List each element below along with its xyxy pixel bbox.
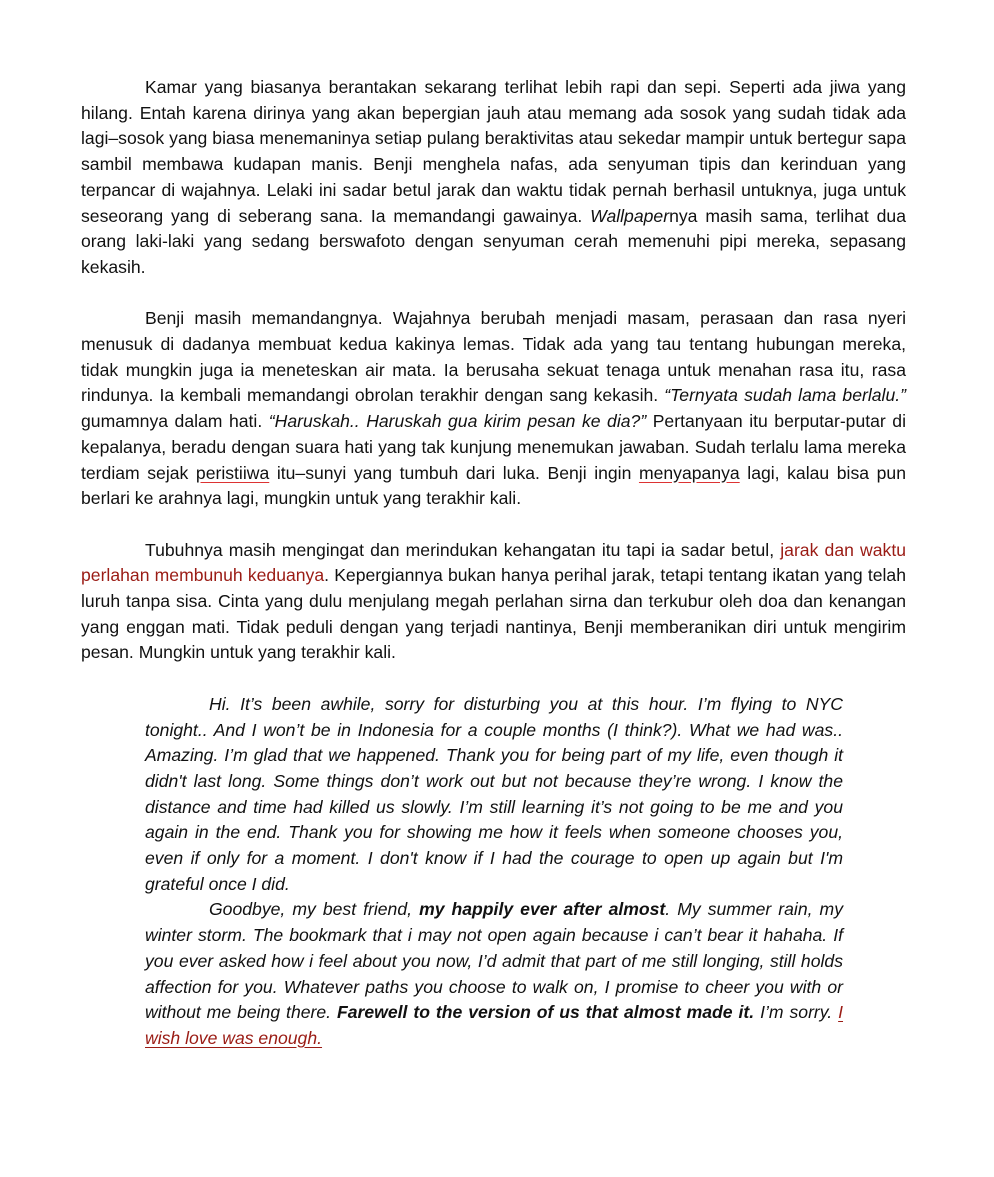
text: . Kepergiannya bukan hanya perihal jarak, tetapi tentang ikatan yang telah luruh tanpa sisa. Cinta yang dulu menjulang megah perlahan sirna dan terkubur oleh doa dan kenangan yang enggan mati. Tidak peduli dengan yang terjadi nantinya, Benji memberanikan diri untuk mengirim pesan. Mungkin untuk yang terakhir kali. [81, 565, 906, 663]
italic-text: Wallpaper [590, 205, 670, 226]
paragraph-3 [81, 538, 906, 667]
bold-italic-text: my happily ever after almost [419, 899, 666, 920]
message-paragraph-2 [145, 897, 843, 1051]
text: itu–sunyi yang tumbuh dari luka. Benji ingin [269, 462, 639, 483]
paragraph-2 [81, 306, 906, 512]
message-paragraph-1 [145, 692, 843, 898]
red-underlined-text: I wish love was enough. [145, 1002, 844, 1048]
text: gumamnya dalam hati. [81, 411, 269, 432]
text: Pertanyaan itu berputar-putar di kepalanya, beradu dengan suara hati yang tak kunjung menemukan jawaban. Sudah terlalu lama mereka terdiam sejak [81, 411, 906, 483]
spelling-error-word[interactable]: peristiiwa [195, 462, 270, 483]
spelling-error-word[interactable]: menyapanya [638, 462, 740, 483]
text: Kamar yang biasanya berantakan sekarang terlihat lebih rapi dan sepi. Seperti ada jiwa yang hilang. Entah karena dirinya yang akan bepergian jauh atau memang ada sosok yang sudah tidak ada lagi–sosok yang biasa menemaninya setiap pulang beraktivitas atau sekedar mampir untuk bertegur sapa sambil membawa kudapan manis. Benji menghela nafas, ada senyuman tipis dan kerinduan yang terpancar di wajahnya. Lelaki ini sadar betul jarak dan waktu tidak pernah berhasil untuknya, juga untuk seseorang yang di seberang sana. Ia memandangi gawainya. [81, 77, 906, 226]
text: . My summer rain, my winter storm. The bookmark that i may not open again because i can’t bear it hahaha. If you ever asked how i feel about you now, I’d admit that part of me still longing, still holds affection for you. Whatever paths you choose to walk on, I promise to cheer you with or without me being there. [145, 899, 843, 1023]
italic-quote: “Haruskah.. Haruskah gua kirim pesan ke dia?” [268, 411, 647, 432]
text: Goodbye, my best friend, [209, 899, 420, 920]
text: I’m sorry. [754, 1002, 839, 1023]
bold-italic-text: Farewell to the version of us that almost made it. [337, 1002, 755, 1023]
text: Benji masih memandangnya. Wajahnya berubah menjadi masam, perasaan dan rasa nyeri menusuk di dadanya membuat kedua kakinya lemas. Tidak ada yang tau tentang hubungan mereka, tidak mungkin juga ia meneteskan air mata. Ia berusaha sekuat tenaga untuk menahan rasa itu, rasa rindunya. Ia kembali memandangi obrolan terakhir dengan sang kekasih. [81, 308, 906, 406]
text: Tubuhnya masih mengingat dan merindukan kehangatan itu tapi ia sadar betul, [145, 539, 781, 560]
text: nya masih sama, terlihat dua orang laki-laki yang sedang berswafoto dengan senyuman cerah memenuhi pipi mereka, sepasang kekasih. [81, 205, 906, 277]
red-highlight-text: jarak dan waktu perlahan membunuh keduanya [81, 539, 906, 586]
text: Hi. It’s been awhile, sorry for disturbing you at this hour. I’m flying to NYC tonight.. And I won’t be in Indonesia for a couple months (I think?). What we had was.. Amazing. I’m glad that we happened. Thank you for being part of my life, even though it didn't last long. Some things don’t work out but not because they’re wrong. I know the distance and time had killed us slowly. I’m still learning it’s not going to be me and you again in the end. Thank you for showing me how it feels when someone chooses you, even if only for a moment. I don't know if I had the courage to open up again but I'm grateful once I did. [145, 693, 843, 894]
italic-quote: “Ternyata sudah lama berlalu.” [664, 385, 906, 406]
paragraph-1 [81, 75, 906, 281]
text: lagi, kalau bisa pun berlari ke arahnya lagi, mungkin untuk yang terakhir kali. [81, 462, 906, 509]
document-page [81, 75, 906, 1052]
message-block [145, 692, 843, 1052]
